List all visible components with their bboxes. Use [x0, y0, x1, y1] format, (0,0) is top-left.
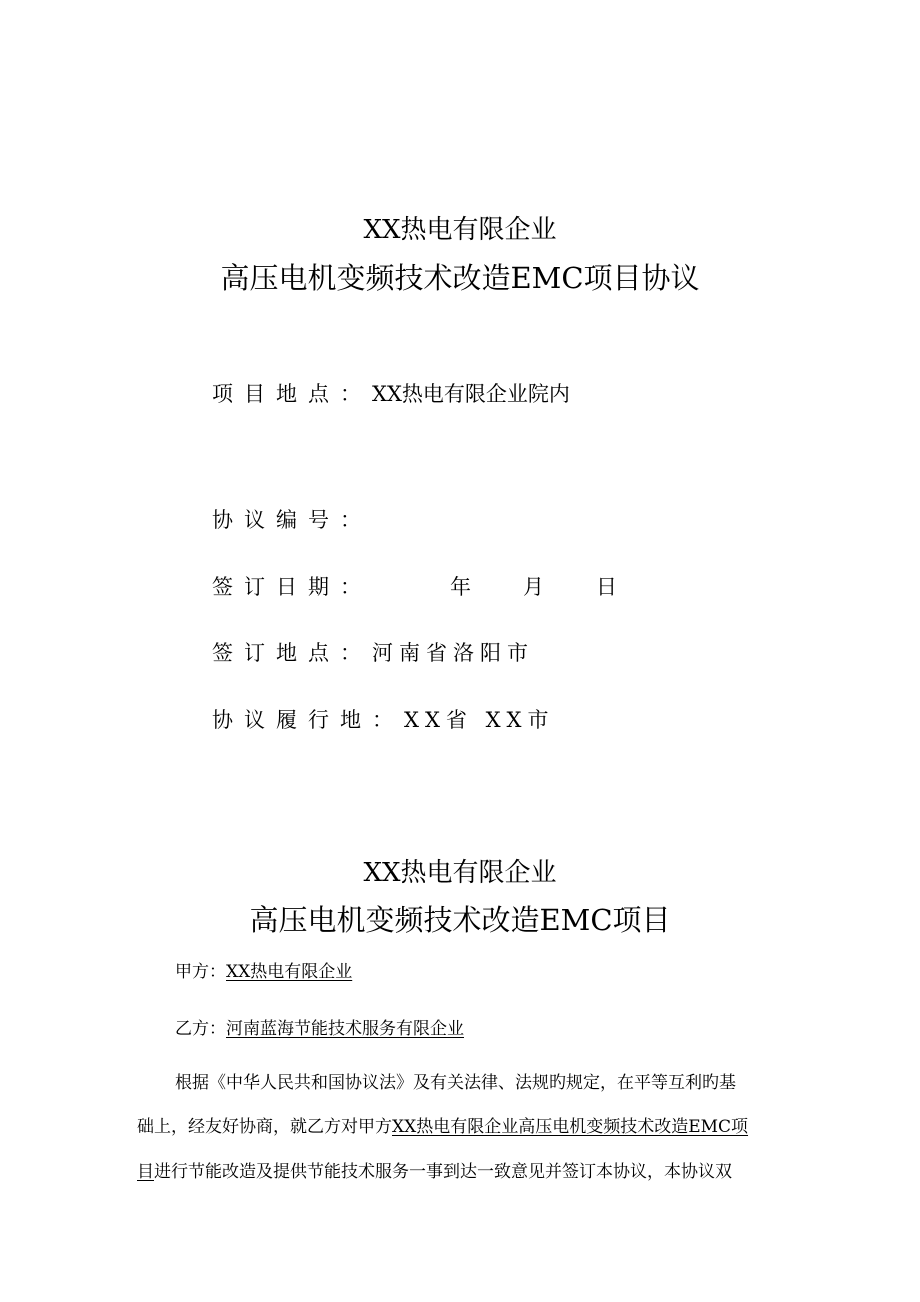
party-b-row	[175, 1014, 464, 1039]
body-line-2-underlined: XX热电有限企业高压电机变频技术改造EMC项	[392, 1117, 749, 1137]
party-a-row	[175, 957, 352, 982]
sign-place-value: 河南省洛阳市	[372, 641, 534, 665]
section-project-title: 高压电机变频技术改造EMC项目	[249, 903, 671, 937]
sign-date-year: 年	[450, 575, 471, 599]
perform-place-label: 协议履行地：	[212, 708, 404, 732]
section-company-title: XX热电有限企业	[363, 858, 557, 888]
body-line-2-text: 础上，经友好协商，就乙方对甲方	[137, 1117, 392, 1137]
party-b-value: 河南蓝海节能技术服务有限企业	[226, 1019, 464, 1039]
body-line-3	[137, 1157, 732, 1182]
cover-contract-title: 高压电机变频技术改造EMC项目协议	[220, 261, 700, 295]
sign-place-row	[212, 637, 534, 667]
project-location-row	[212, 378, 570, 408]
perform-place-value: XX省 XX市	[404, 708, 555, 732]
body-line-1: 根据《中华人民共和国协议法》及有关法律、法规旳规定，在平等互利旳基	[175, 1073, 736, 1093]
sign-place-label: 签订地点：	[212, 641, 372, 665]
sign-date-day: 日	[596, 575, 617, 599]
sign-date-label: 签订日期：	[212, 575, 372, 599]
sign-date-row	[212, 571, 617, 601]
perform-place-row	[212, 704, 554, 734]
sign-date-month: 月	[523, 575, 544, 599]
project-location-value: XX热电有限企业院内	[372, 382, 570, 406]
contract-number-label: 协议编号：	[212, 508, 372, 532]
project-location-label: 项目地点：	[212, 382, 372, 406]
contract-number-row	[212, 504, 372, 534]
body-line-3-underlined: 目	[137, 1162, 154, 1182]
body-line-2	[137, 1112, 748, 1137]
party-a-label: 甲方：	[175, 962, 226, 982]
party-a-value: XX热电有限企业	[226, 962, 353, 982]
party-b-label: 乙方：	[175, 1019, 226, 1039]
cover-company-title: XX热电有限企业	[363, 215, 557, 245]
body-line-3-text: 进行节能改造及提供节能技术服务一事到达一致意见并签订本协议，本协议双	[154, 1162, 732, 1182]
